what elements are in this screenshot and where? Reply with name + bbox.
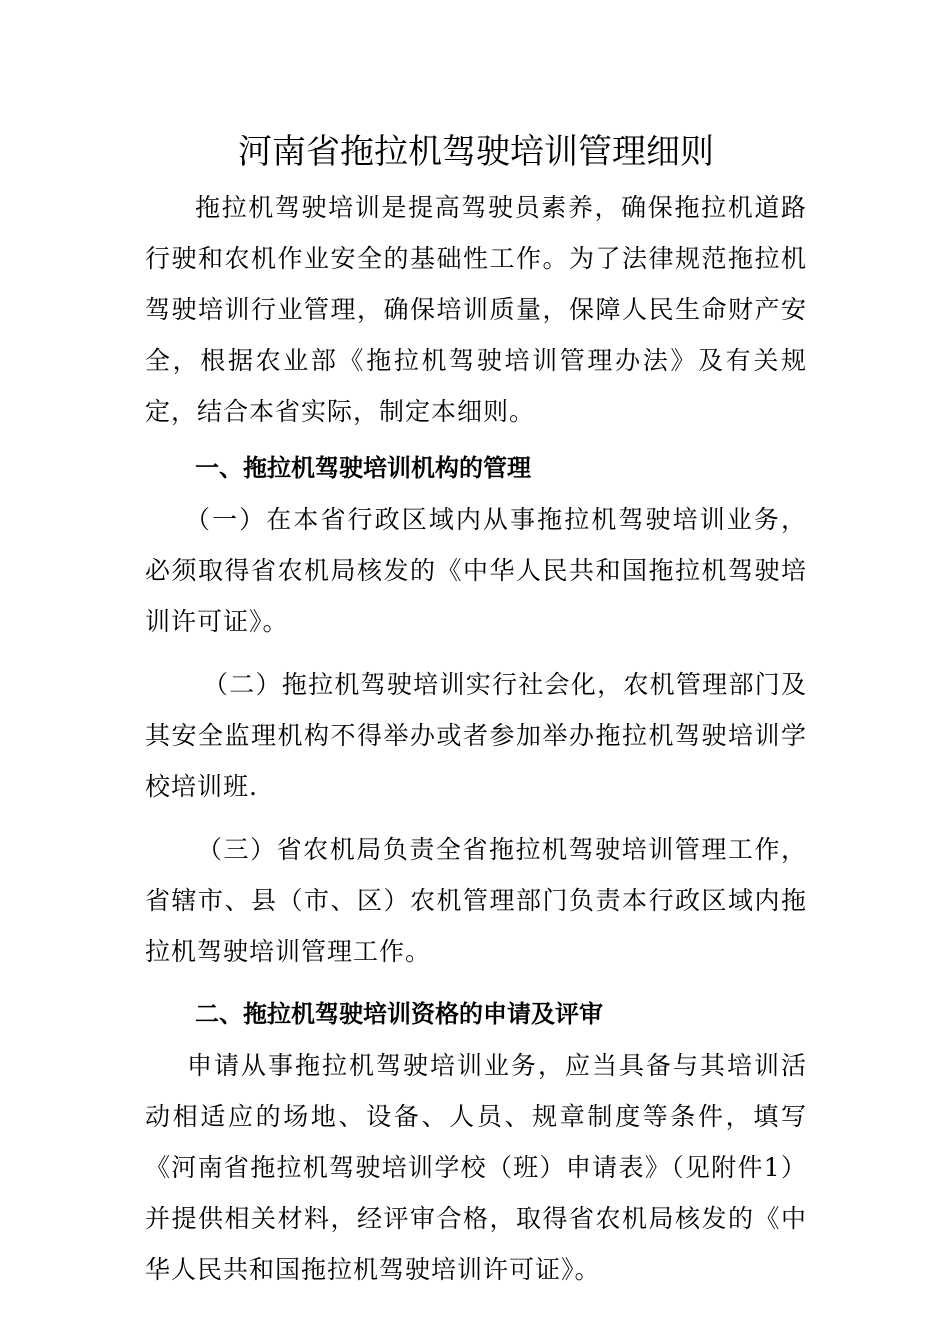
document-page: [145, 128, 807, 1295]
document-title: 河南省拖拉机驾驶培训管理细则: [238, 132, 714, 172]
section-1-item-3: （三）省农机局负责全省拖拉机驾驶培训管理工作，省辖市、县（市、区）农机管理部门负责本行政区域内拖拉机驾驶培训管理工作。: [145, 835, 807, 966]
section-1-item-1: （一）在本省行政区域内从事拖拉机驾驶培训业务，必须取得省农机局核发的《中华人民共和国拖拉机驾驶培训许可证》。: [145, 505, 807, 636]
section-1-heading: 一、拖拉机驾驶培训机构的管理: [195, 454, 531, 482]
section-2-paragraph: 申请从事拖拉机驾驶培训业务，应当具备与其培训活动相适应的场地、设备、人员、规章制度等条件，填写《河南省拖拉机驾驶培训学校（班）申请表》（见附件1）并提供相关材料，经评审合格，取得省农机局核发的《中华人民共和国拖拉机驾驶培训许可证》。: [145, 1051, 807, 1284]
section-1-item-2: （二）拖拉机驾驶培训实行社会化，农机管理部门及其安全监理机构不得举办或者参加举办拖拉机驾驶培训学校培训班.: [145, 670, 807, 801]
section-2-heading: 二、拖拉机驾驶培训资格的申请及评审: [195, 1000, 603, 1028]
intro-paragraph: 拖拉机驾驶培训是提高驾驶员素养，确保拖拉机道路行驶和农机作业安全的基础性工作。为了法律规范拖拉机驾驶培训行业管理，确保培训质量，保障人民生命财产安全，根据农业部《拖拉机驾驶培训管理办法》及有关规定，结合本省实际，制定本细则。: [145, 193, 807, 426]
